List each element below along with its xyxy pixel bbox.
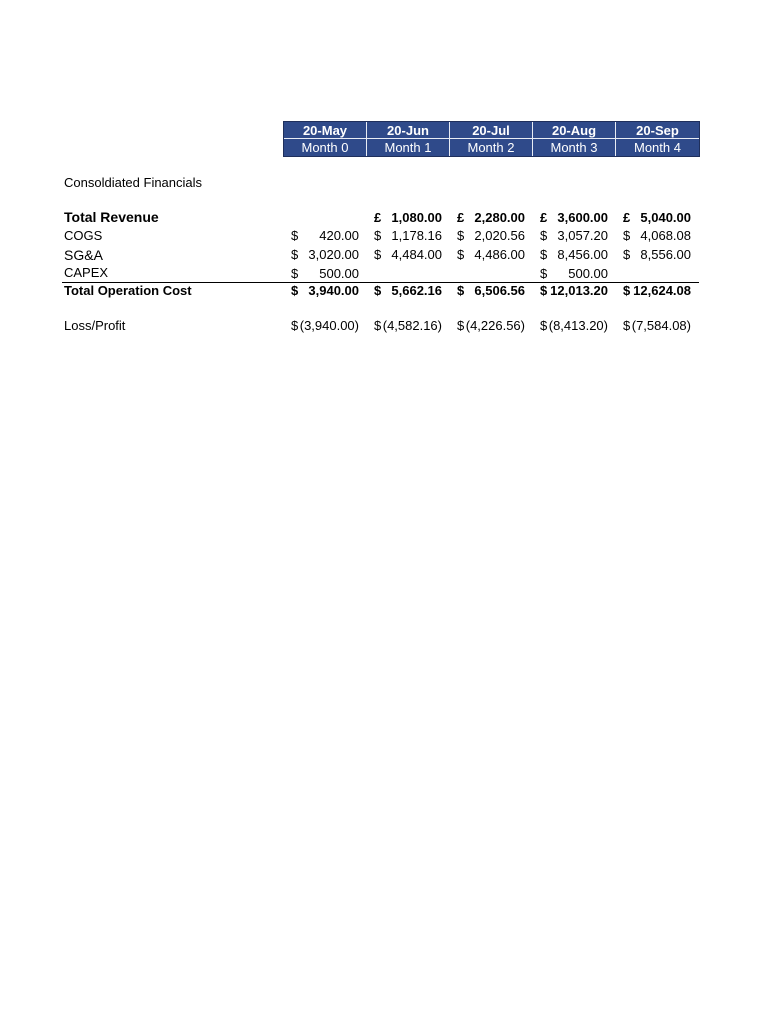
cell-value: 3,020.00 (308, 247, 359, 262)
cell-capex-1[interactable] (366, 266, 448, 282)
row-label-profit[interactable]: Loss/Profit (64, 318, 126, 333)
header-month-0[interactable]: Month 0 (284, 139, 367, 156)
currency-symbol: $ (540, 247, 548, 262)
currency-symbol: $ (540, 318, 548, 333)
currency-symbol: $ (623, 228, 631, 243)
currency-symbol: $ (374, 228, 382, 243)
cell-value: 2,020.56 (474, 228, 525, 243)
cell-total-cost-3[interactable] (532, 283, 614, 299)
cell-sga-4[interactable] (615, 247, 697, 263)
cell-value: 3,940.00 (308, 283, 359, 298)
cell-value: 4,486.00 (474, 247, 525, 262)
cell-sga-2[interactable] (449, 247, 531, 263)
row-label-cogs[interactable]: COGS (64, 228, 103, 243)
cell-total-cost-4[interactable] (615, 283, 697, 299)
header-date-1[interactable]: 20-Jun (367, 122, 450, 139)
cell-profit-0[interactable] (283, 318, 365, 334)
currency-symbol: £ (623, 210, 631, 225)
cell-value: 1,080.00 (391, 210, 442, 225)
currency-symbol: $ (374, 318, 382, 333)
header-date-2[interactable]: 20-Jul (450, 122, 533, 139)
cell-revenue-0[interactable] (283, 210, 365, 226)
cell-capex-4[interactable] (615, 266, 697, 282)
currency-symbol: $ (457, 247, 465, 262)
cell-value: 5,040.00 (640, 210, 691, 225)
cell-sga-0[interactable] (283, 247, 365, 263)
currency-symbol: £ (374, 210, 382, 225)
header-month-2[interactable]: Month 2 (450, 139, 533, 156)
cell-value: (8,413.20) (548, 318, 608, 333)
row-label-total-cost[interactable]: Total Operation Cost (64, 283, 192, 298)
cell-value: 5,662.16 (391, 283, 442, 298)
cell-value: 8,556.00 (640, 247, 691, 262)
cell-sga-1[interactable] (366, 247, 448, 263)
currency-symbol: $ (291, 228, 299, 243)
cell-value: (4,226.56) (465, 318, 525, 333)
cell-cogs-1[interactable] (366, 228, 448, 244)
cell-value: 3,057.20 (557, 228, 608, 243)
header-month-3[interactable]: Month 3 (533, 139, 616, 156)
cell-cogs-4[interactable] (615, 228, 697, 244)
currency-symbol: $ (291, 247, 299, 262)
cell-revenue-3[interactable] (532, 210, 614, 226)
currency-symbol: $ (623, 283, 631, 298)
header-date-0[interactable]: 20-May (284, 122, 367, 139)
row-label-capex[interactable]: CAPEX (64, 265, 109, 280)
currency-symbol: $ (457, 228, 465, 243)
cell-total-cost-0[interactable] (283, 283, 365, 299)
cell-profit-2[interactable] (449, 318, 531, 334)
cell-value: 4,484.00 (391, 247, 442, 262)
currency-symbol: $ (623, 247, 631, 262)
row-label-revenue[interactable]: Total Revenue (64, 209, 159, 225)
cell-value: 500.00 (319, 266, 359, 281)
currency-symbol: $ (457, 283, 465, 298)
cell-cogs-3[interactable] (532, 228, 614, 244)
currency-symbol: £ (457, 210, 465, 225)
currency-symbol: $ (374, 247, 382, 262)
row-label-sga[interactable]: SG&A (64, 247, 103, 263)
cell-value: 1,178.16 (391, 228, 442, 243)
currency-symbol: $ (291, 318, 299, 333)
cell-value: 12,624.08 (633, 283, 691, 298)
cell-value: 8,456.00 (557, 247, 608, 262)
cell-cogs-0[interactable] (283, 228, 365, 244)
cell-value: (4,582.16) (382, 318, 442, 333)
cell-total-cost-2[interactable] (449, 283, 531, 299)
cell-value: 500.00 (568, 266, 608, 281)
currency-symbol: $ (457, 318, 465, 333)
cell-value: (3,940.00) (299, 318, 359, 333)
cell-capex-3[interactable] (532, 266, 614, 282)
header-month-4[interactable]: Month 4 (616, 139, 699, 156)
header-date-3[interactable]: 20-Aug (533, 122, 616, 139)
cell-value: 2,280.00 (474, 210, 525, 225)
cell-total-cost-1[interactable] (366, 283, 448, 299)
currency-symbol: $ (291, 266, 299, 281)
currency-symbol: £ (540, 210, 548, 225)
currency-symbol: $ (623, 318, 631, 333)
cell-cogs-2[interactable] (449, 228, 531, 244)
cell-profit-4[interactable] (615, 318, 697, 334)
currency-symbol: $ (540, 266, 548, 281)
currency-symbol: $ (540, 228, 548, 243)
currency-symbol: $ (540, 283, 548, 298)
currency-symbol: $ (291, 283, 299, 298)
cell-value: 3,600.00 (557, 210, 608, 225)
cell-value: 420.00 (319, 228, 359, 243)
month-header (283, 121, 700, 157)
cell-capex-2[interactable] (449, 266, 531, 282)
header-month-1[interactable]: Month 1 (367, 139, 450, 156)
cell-revenue-4[interactable] (615, 210, 697, 226)
cell-value: (7,584.08) (631, 318, 691, 333)
cell-value: 4,068.08 (640, 228, 691, 243)
section-title[interactable]: Consoldiated Financials (64, 175, 203, 190)
cell-capex-0[interactable] (283, 266, 365, 282)
cell-revenue-2[interactable] (449, 210, 531, 226)
cell-profit-1[interactable] (366, 318, 448, 334)
currency-symbol: $ (374, 283, 382, 298)
cell-value: 6,506.56 (474, 283, 525, 298)
cell-sga-3[interactable] (532, 247, 614, 263)
cell-profit-3[interactable] (532, 318, 614, 334)
header-date-4[interactable]: 20-Sep (616, 122, 699, 139)
cell-value: 12,013.20 (550, 283, 608, 298)
cell-revenue-1[interactable] (366, 210, 448, 226)
